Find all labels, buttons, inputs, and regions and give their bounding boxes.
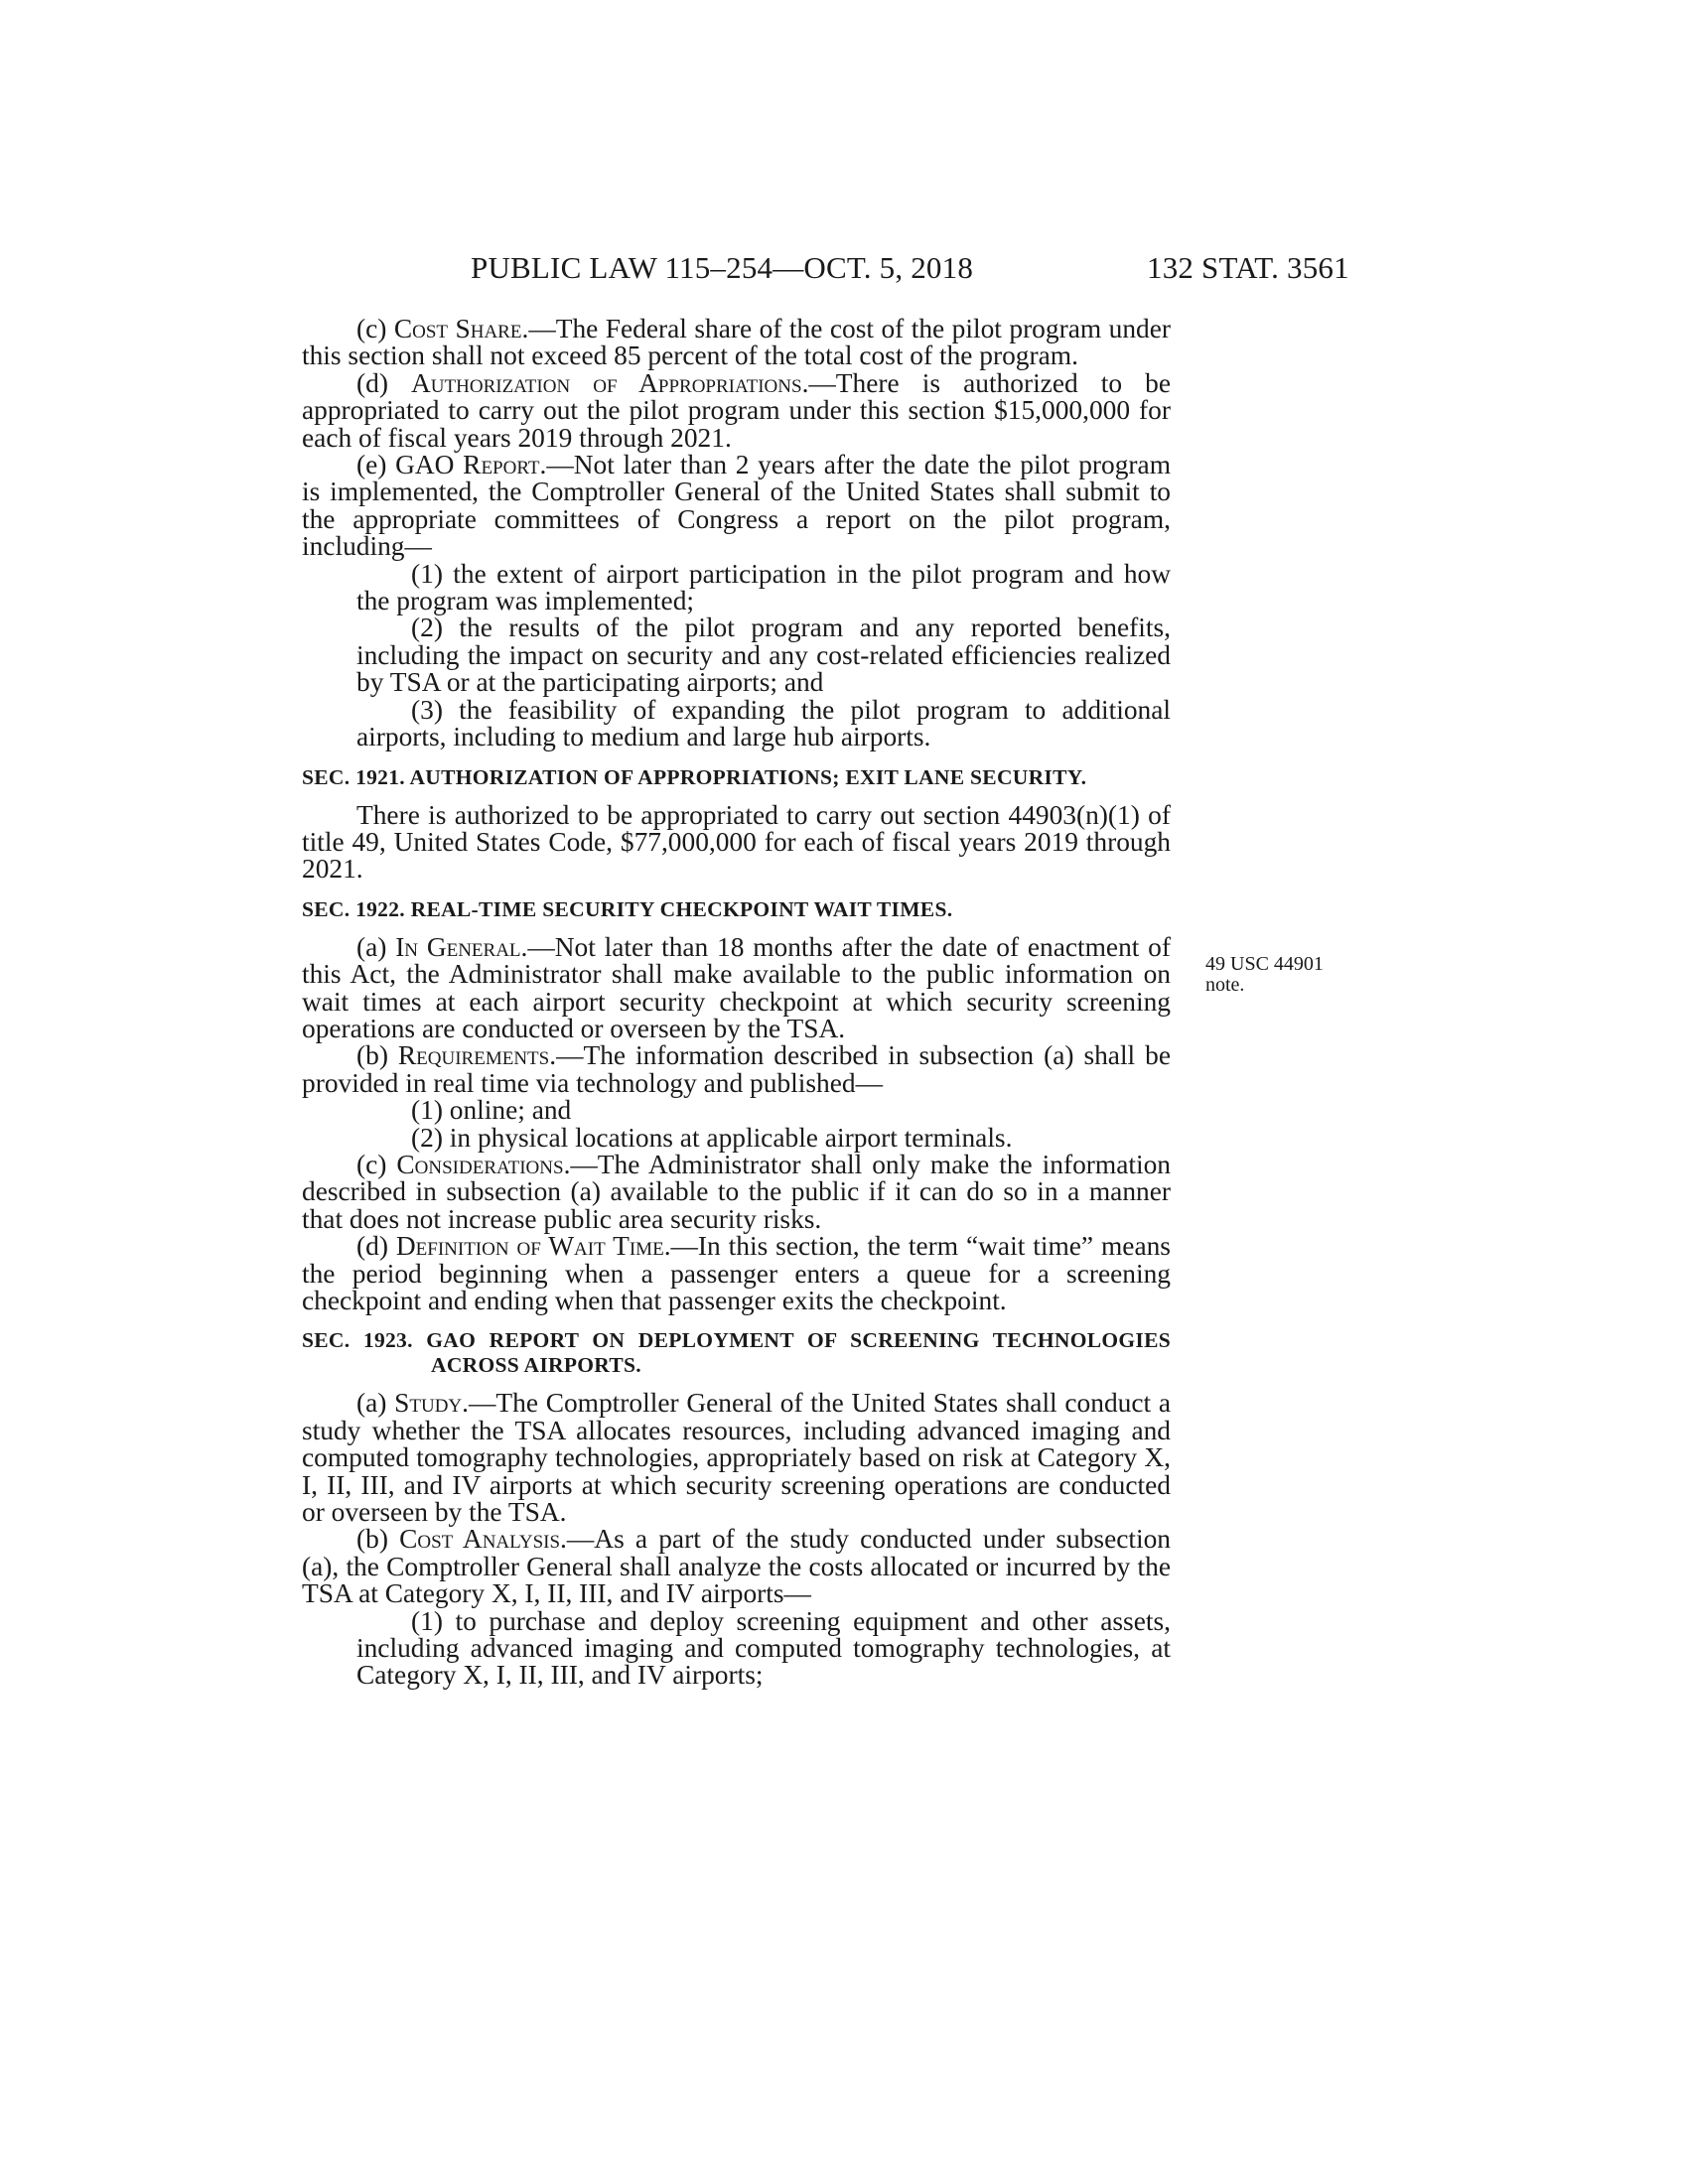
section-1922-b-2: (2) in physical locations at applicable airport terminals. [411,1122,1013,1153]
subsection-label: (e) [356,450,396,480]
subsection-label: (c) [356,1149,397,1179]
section-1922-heading: SEC. 1922. REAL-TIME SECURITY CHECKPOINT WAIT TIMES. [302,896,953,921]
subsection-e-gao-report [302,452,1171,561]
section-1923-b [302,1526,1171,1607]
subsection-caption: Requirements [397,1040,550,1071]
subsection-text: .—In this section, the term “wait time” means the period beginning when a passenger enters a queue for a screening checkpoint and ending when that passenger exits the checkpoint. [302,1231,1171,1315]
subsection-caption: Cost Share [393,314,522,343]
running-head-title: PUBLIC LAW 115–254—OCT. 5, 2018 [471,250,974,285]
section-1922-b [302,1042,1171,1097]
running-header [0,250,1688,290]
section-1922-c [302,1149,1171,1234]
section-1922-a [302,931,1171,1043]
subsection-label: (b) [356,1040,398,1071]
subsection-caption: Considerations [396,1149,564,1179]
subsection-caption: Cost Analysis [399,1524,561,1555]
subsection-text: .—As a part of the study conducted under subsection (a), the Comptroller General shall analyze the costs allocated or incurred by the TSA at Category X, I, II, III, and IV airports— [302,1524,1171,1609]
section-1922-b-1: (1) online; and [411,1095,572,1126]
page-citation: 132 STAT. 3561 [1147,250,1349,285]
paragraph-e-2: (2) the results of the pilot program and any reported benefits, including the impact on security and any cost-related efficiencies realized by TSA or at the participating airports; and [356,613,1171,698]
subsection-text: .—The Administrator shall only make the information described in subsection (a) available to the public if it can do so in a manner that does not increase public area security risks. [302,1149,1171,1234]
marginal-note [1205,954,1324,996]
subsection-label: (b) [356,1524,400,1555]
subsection-label: (a) [356,1388,395,1419]
subsection-text: .—Not later than 2 years after the date the pilot program is implemented, the Comptroller General of the United States shall submit to the appropriate committees of Congress a report on the pilot program, including— [302,450,1171,562]
subsection-text: .—Not later than 18 months after the date of enactment of this Act, the Administrator shall make available to the public information on wait times at each airport security checkpoint at which security screening operations are conducted or overseen by the TSA. [302,931,1171,1043]
subsection-caption: Study [394,1388,463,1419]
subsection-label: (c) [356,314,394,343]
subsection-text: .—The Federal share of the cost of the pilot program under this section shall not exceed 85 percent of the total cost of the program. [302,314,1171,371]
subsection-c-cost-share [302,316,1171,370]
subsection-caption: In General [395,931,521,962]
subsection-text: .—The information described in subsection (a) shall be provided in real time via technology and published— [302,1040,1171,1098]
page-body [302,316,1171,1690]
subsection-text: .—The Comptroller General of the United States shall conduct a study whether the TSA allocates resources, including advanced imaging and computed tomography technologies, appropriately based on risk at Category X, I, II, III, and IV airports at which security screening operations are conducted or overseen by the TSA. [302,1388,1172,1528]
subsection-d-authorization [302,367,1172,453]
subsection-caption: Authorization of Appropriations [411,367,802,398]
paragraph-e-3: (3) the feasibility of expanding the pilot program to additional airports, including to medium and large hub airports. [356,694,1171,752]
paragraph-e-1: (1) the extent of airport participation in the pilot program and how the program was implemented; [356,558,1171,616]
subsection-text: .—There is authorized to be appropriated to carry out the pilot program under this section $15,000,000 for each of fiscal years 2019 through 2021. [302,367,1172,453]
section-1921-heading: SEC. 1921. AUTHORIZATION OF APPROPRIATIONS; EXIT LANE SECURITY. [302,764,1087,789]
section-1923-heading: SEC. 1923. GAO REPORT ON DEPLOYMENT OF SCREENING TECHNOLOGIES ACROSS AIRPORTS. [302,1328,1171,1378]
section-1923-a [302,1390,1171,1526]
marginal-note-line1: 49 USC 44901 [1205,953,1324,975]
section-1922-d [302,1233,1171,1314]
subsection-label: (a) [356,931,396,962]
subsection-caption: GAO Report [395,450,540,480]
section-1923-b-1: (1) to purchase and deploy screening equipment and other assets, including advanced imaging and computed tomography technologies, at Category X, I, II, III, and IV airports; [356,1605,1171,1691]
section-1921-text: There is authorized to be appropriated to carry out section 44903(n)(1) of title 49, United States Code, $77,000,000 for each of fiscal years 2019 through 2021. [302,799,1171,885]
subsection-label: (d) [356,367,412,398]
subsection-label: (d) [356,1231,396,1262]
marginal-note-line2: note. [1205,974,1245,996]
subsection-caption: Definition of Wait Time [395,1231,664,1262]
